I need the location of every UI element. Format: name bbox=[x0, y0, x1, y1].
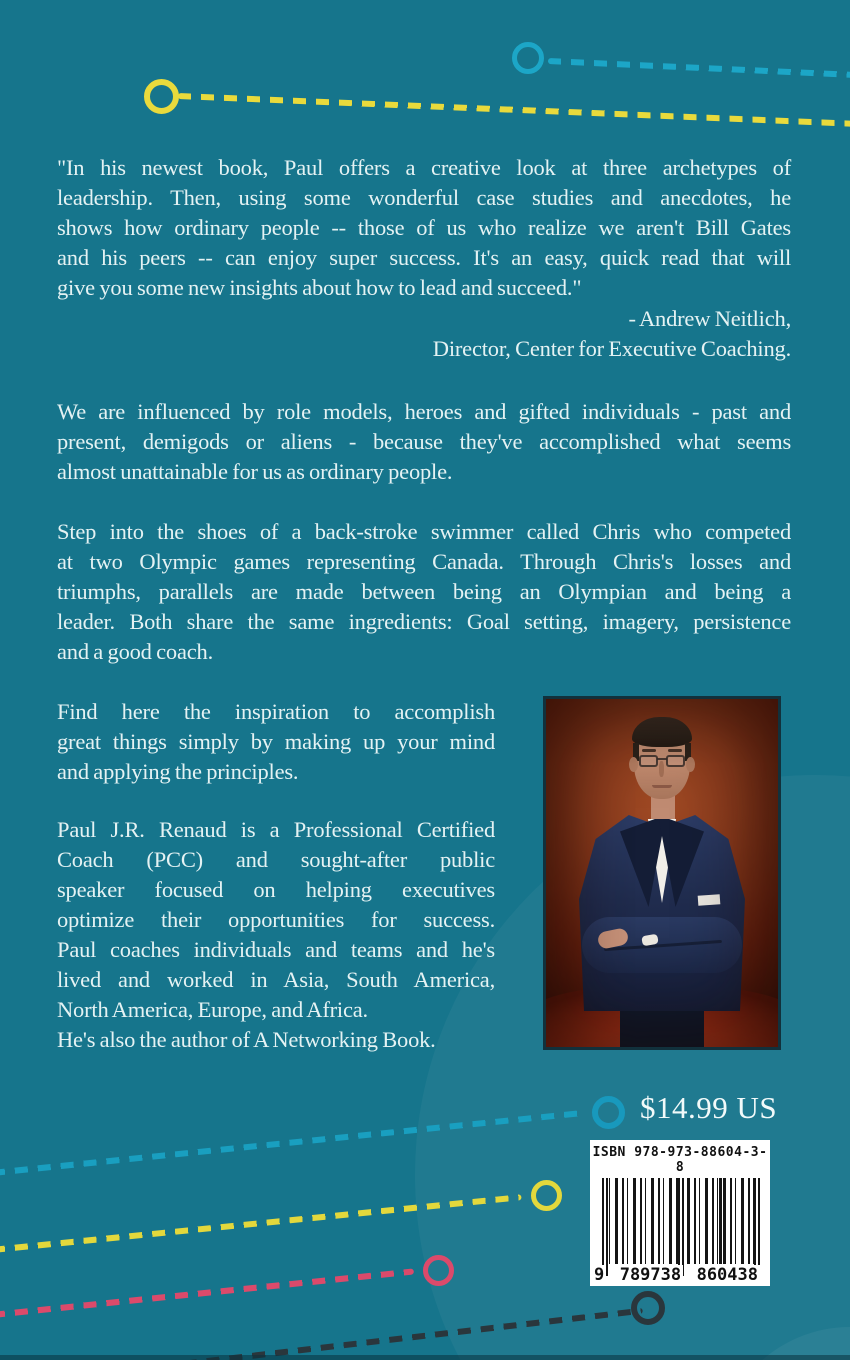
barcode-guard-middle bbox=[678, 1178, 684, 1276]
barcode-guard-right bbox=[754, 1178, 760, 1276]
suit-lapel-left bbox=[620, 815, 666, 907]
pocket-square bbox=[698, 894, 721, 906]
paragraph-inspiration: Find here the inspiration to accomplish great things simply by making up your mind and applying the principles. bbox=[57, 699, 495, 784]
crossed-arms bbox=[582, 917, 742, 973]
isbn-text: ISBN 978-973-88604-3-8 bbox=[592, 1145, 768, 1175]
barcode-digit-group2: 860438 bbox=[696, 1265, 758, 1285]
author-hair bbox=[632, 717, 692, 747]
pink-dashed-line-bottom bbox=[0, 1268, 414, 1318]
yellow-ring-icon bbox=[144, 79, 179, 114]
glasses-lens-right bbox=[666, 755, 685, 767]
pink-ring-icon-bottom bbox=[423, 1255, 454, 1286]
red-chair bbox=[546, 985, 778, 1047]
price-ring-icon bbox=[592, 1096, 625, 1129]
paragraph-role-models: We are influenced by role models, heroes and gifted individuals - past and present, demigods or aliens - because they've accomplished what seems almost unattainable for us as ordinary people. bbox=[57, 399, 791, 484]
author-hand bbox=[597, 927, 630, 950]
author-ear-right bbox=[686, 757, 695, 772]
paragraph-swimmer: Step into the shoes of a back-stroke swimmer called Chris who competed at two Olympic games representing Canada. Through Chris's losses and triumphs, parallels are made between being an Olympian and being a leader. Both share the same ingredients: Goal setting, imagery, persistence and a good coach. bbox=[57, 519, 791, 664]
author-brow-left bbox=[642, 749, 656, 752]
author-neck bbox=[651, 791, 675, 819]
barcode-label bbox=[590, 1140, 770, 1286]
endorsement-quote: "In his newest book, Paul offers a creative look at three archetypes of leadership. Then, using some wonderful case studies and anecdotes, he shows how ordinary people -- those of us who realize we aren't Bill Gates and his peers -- can enjoy super success. It's an easy, quick read that will give you some new insights about how to lead and succeed." bbox=[57, 155, 791, 300]
yellow-ring-icon-bottom bbox=[531, 1180, 562, 1211]
barcode-digit-lead: 9 bbox=[594, 1265, 605, 1285]
suit-lapel-right bbox=[658, 815, 704, 907]
author-photo bbox=[546, 699, 778, 1047]
barcode-guard-left bbox=[602, 1178, 608, 1276]
cyan-ring-icon bbox=[512, 42, 544, 74]
author-legs bbox=[620, 985, 704, 1047]
glasses-lens-left bbox=[639, 755, 658, 767]
author-mouth bbox=[652, 785, 672, 788]
barcode-digits bbox=[592, 1264, 760, 1285]
author-shirt bbox=[640, 819, 684, 903]
attribution-name: - Andrew Neitlich, bbox=[628, 306, 791, 331]
yellow-dashed-line bbox=[178, 93, 850, 127]
cyan-dashed-line bbox=[548, 58, 850, 78]
author-suit-torso bbox=[579, 811, 745, 1011]
price-label: $14.99 US bbox=[640, 1090, 778, 1125]
paragraph-author-bio: Paul J.R. Renaud is a Professional Certified Coach (PCC) and sought-after public speaker focused on helping executives optimize their opportunities for success. Paul coaches individuals and teams and he's lived and worked in Asia, South America, North America, Europe, and Africa. bbox=[57, 817, 495, 1022]
attribution-title: Director, Center for Executive Coaching. bbox=[432, 336, 791, 361]
author-sideburn-left bbox=[633, 743, 639, 761]
quote-attribution bbox=[57, 304, 791, 364]
barcode-bars bbox=[604, 1178, 758, 1264]
dark-ring-icon-bottom bbox=[631, 1291, 665, 1325]
author-brow-right bbox=[668, 749, 682, 752]
glasses-bridge bbox=[657, 758, 667, 760]
author-ear-left bbox=[629, 757, 638, 772]
bottom-edge-shade bbox=[0, 1355, 850, 1360]
author-nose bbox=[659, 761, 664, 777]
author-face bbox=[634, 725, 690, 799]
glasses-icon bbox=[638, 755, 686, 769]
paragraph-author-bio-lastline: He's also the author of A Networking Book. bbox=[57, 1027, 436, 1052]
author-sideburn-right bbox=[685, 743, 691, 761]
barcode-digit-group1: 789738 bbox=[619, 1265, 682, 1285]
shirt-cuff bbox=[641, 934, 658, 947]
